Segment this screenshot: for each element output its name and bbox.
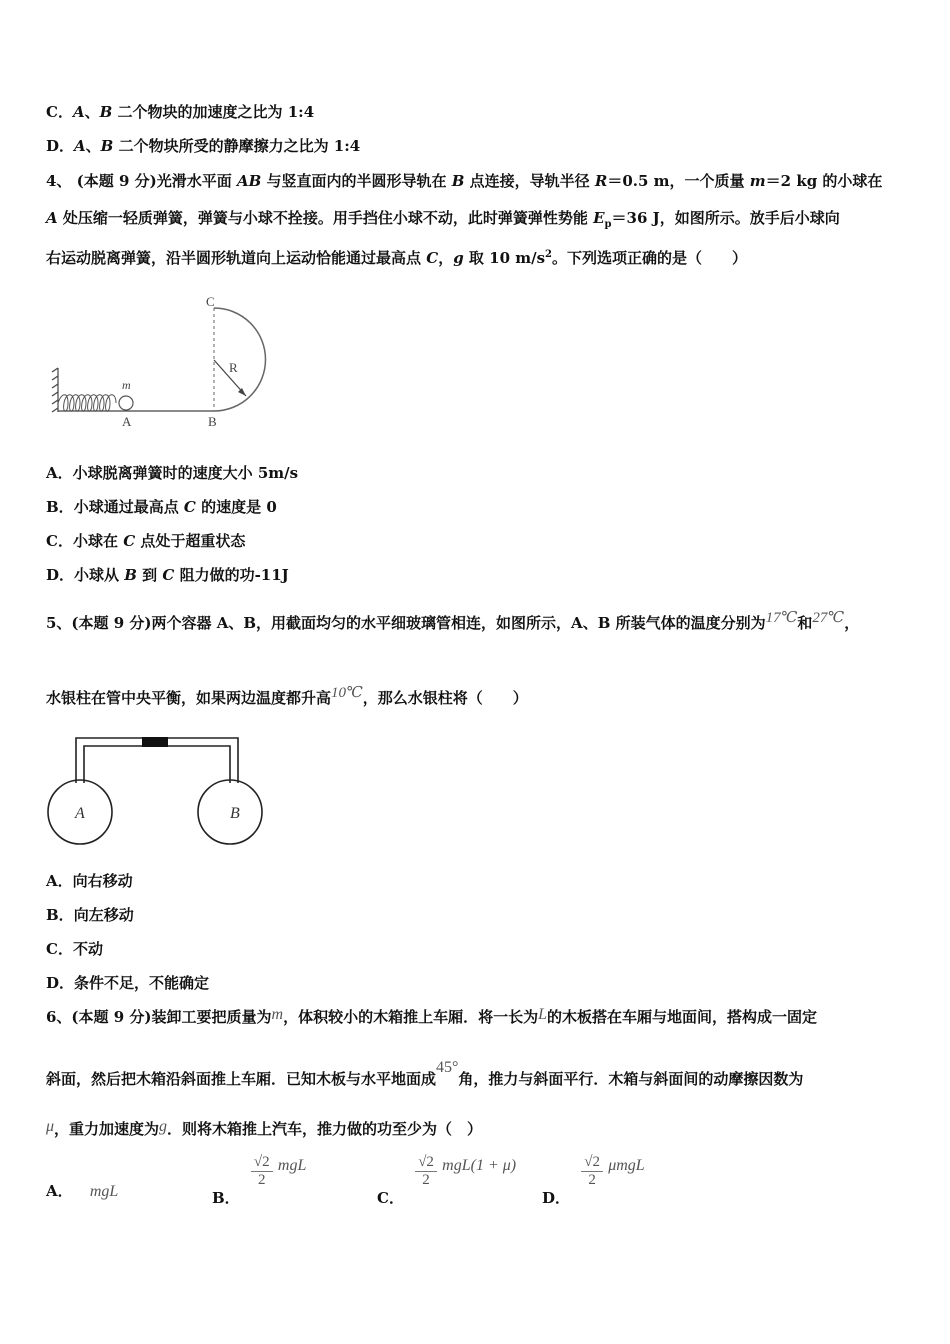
q4-option-c: C．小球在 C 点处于超重状态 [46,532,246,550]
q5-option-d: D．条件不足，不能确定 [46,974,210,992]
q4-label-m: m [122,378,131,392]
q5-figure [44,733,268,848]
q4-label-a: A [122,414,132,429]
q5-tube-inner [84,746,230,783]
q6-option-d: D． $\frac{√2}{2}$ μmgL [542,1154,645,1207]
q5-stem-line2: 水银柱在管中央平衡，如果两边温度都升高10℃，那么水银柱将（ ） [46,685,528,707]
q6-option-a: A． mgL [46,1182,119,1200]
q4-stem-line2: A 处压缩一轻质弹簧，弹簧与小球不拴接。用手挡住小球不动，此时弹簧弹性势能 $E_p=36$ J，如图所示。放手后小球向 [46,209,840,230]
q4-stem-line1: 4、 (本题 9 分)光滑水平面 AB 与竖直面内的半圆形导轨在 B 点连接，导轨半径 R＝0.5 m，一个质量 m＝2 kg 的小球在 [46,172,883,190]
q4-label-r: R [229,360,238,375]
q6-stem-line3: μ，重力加速度为g．则将木箱推上汽车，推力做的功至少为（ ） [46,1118,483,1138]
q5-option-a: A．向右移动 [46,872,133,890]
q5-label-b: B [230,805,240,822]
q5-option-c: C．不动 [46,940,103,958]
q4-figure [46,288,276,433]
q6-option-b: B． $\frac{√2}{2}$ mgL [212,1154,307,1207]
q4-label-b: B [208,414,217,429]
q4-option-a: A．小球脱离弹簧时的速度大小 5m/s [46,464,299,482]
q4-spring [58,395,116,412]
q6-stem-line1: 6、(本题 9 分)装卸工要把质量为m，体积较小的木箱推上车厢．将一长为L的木板搭在车厢与地面间，搭构成一固定 [46,1006,818,1026]
q4-label-c: C [206,294,215,309]
q6-stem-line2: 斜面，然后把木箱沿斜面推上车厢．已知木板与水平地面成45°角，推力与斜面平行．木箱与斜面间的动摩擦因数为 [46,1059,804,1088]
q6-option-c: C． $\frac{√2}{2}$ mgL(1 + μ) [377,1154,517,1207]
q4-stem-line3: 右运动脱离弹簧，沿半圆形轨道向上运动恰能通过最高点 C，g 取 10 $m/s^2$。下列选项正确的是（ ） [46,249,748,267]
q4-option-d: D．小球从 B 到 C 阻力做的功-11J [46,566,289,584]
q5-mercury-column [142,737,168,747]
q4-wall [52,368,58,412]
q3-option-d: D．A、B 二个物块所受的静摩擦力之比为 1:4 [46,137,361,155]
q5-stem-line1: 5、(本题 9 分)两个容器 A、B，用截面均匀的水平细玻璃管相连，如图所示，A、B 所装气体的温度分别为17℃和27℃， [46,610,860,632]
q4-option-b: B．小球通过最高点 C 的速度是 0 [46,498,277,516]
q4-ball [119,396,133,410]
q3-option-c: C．A、B 二个物块的加速度之比为 1:4 [46,103,315,121]
q4-semicircle-track [214,308,266,411]
q5-option-b: B．向左移动 [46,906,134,924]
q5-label-a: A [75,805,85,822]
